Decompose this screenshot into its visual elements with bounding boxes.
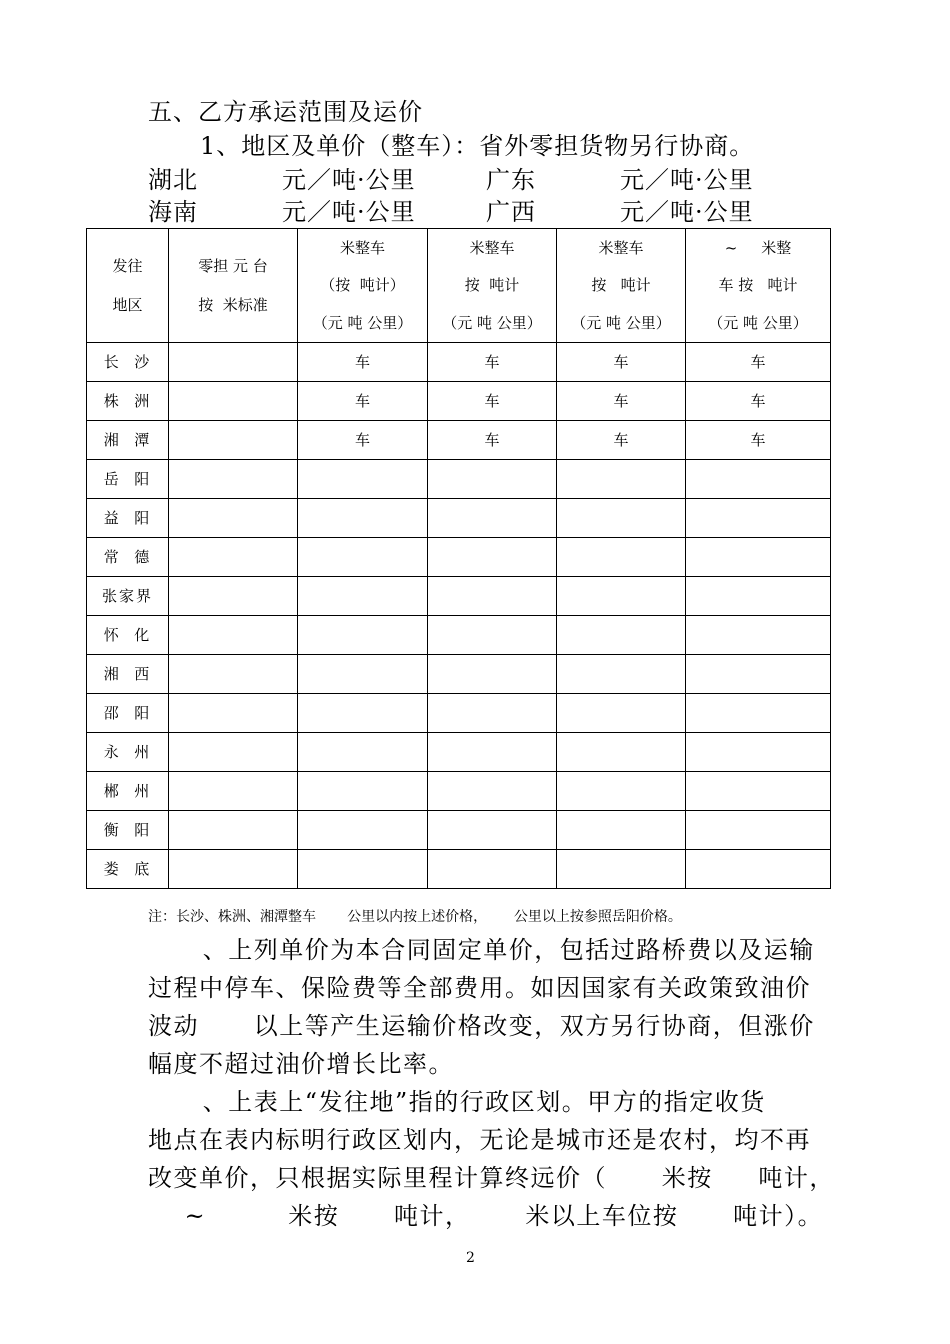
table-cell	[686, 811, 831, 850]
table-cell	[169, 772, 298, 811]
table-cell	[169, 616, 298, 655]
region-cell: 娄 底	[87, 850, 169, 889]
table-cell	[169, 499, 298, 538]
table-header-row	[87, 229, 831, 343]
table-cell	[557, 538, 686, 577]
table-cell: 车	[557, 343, 686, 382]
table-row	[87, 850, 831, 889]
table-cell	[298, 538, 428, 577]
table-cell	[428, 538, 557, 577]
region-cell: 怀 化	[87, 616, 169, 655]
freight-rate-table	[86, 228, 831, 889]
paragraph-line: 幅度不超过油价增长比率。	[148, 1050, 454, 1078]
table-cell: 车	[428, 343, 557, 382]
table-row	[87, 772, 831, 811]
table-cell	[428, 460, 557, 499]
table-cell	[169, 850, 298, 889]
table-cell	[686, 616, 831, 655]
region-cell: 长 沙	[87, 343, 169, 382]
table-cell	[169, 577, 298, 616]
table-cell	[428, 694, 557, 733]
table-cell	[298, 850, 428, 889]
rate-province: 湖北	[148, 166, 198, 194]
section-subheading: 1、地区及单价（整车）：省外零担货物另行协商。	[200, 132, 755, 160]
paragraph-line: 、上列单价为本合同固定单价，包括过路桥费以及运输	[148, 936, 815, 964]
table-cell	[169, 382, 298, 421]
rate-province: 广西	[486, 198, 536, 226]
table-cell	[557, 577, 686, 616]
table-cell	[428, 616, 557, 655]
region-cell: 湘 西	[87, 655, 169, 694]
table-cell	[169, 538, 298, 577]
table-row	[87, 421, 831, 460]
table-cell	[298, 811, 428, 850]
table-row	[87, 655, 831, 694]
table-cell	[557, 733, 686, 772]
table-cell	[298, 733, 428, 772]
table-cell	[298, 577, 428, 616]
table-cell	[298, 694, 428, 733]
header-truck-4: ~ 米整 车 按 吨计 （元 吨 公里）	[686, 229, 831, 343]
region-cell: 岳 阳	[87, 460, 169, 499]
table-row	[87, 343, 831, 382]
table-cell	[686, 694, 831, 733]
table-note: 注：长沙、株洲、湘潭整车 公里以内按上述价格， 公里以上按参照岳阳价格。	[148, 909, 682, 925]
table-cell: 车	[428, 421, 557, 460]
header-ltl: 零担 元 台 按 米标准	[169, 229, 298, 343]
section-heading: 五、乙方承运范围及运价	[148, 98, 423, 126]
table-cell: 车	[557, 421, 686, 460]
region-cell: 邵 阳	[87, 694, 169, 733]
table-cell	[557, 694, 686, 733]
table-cell	[298, 460, 428, 499]
table-cell: 车	[298, 343, 428, 382]
table-cell	[169, 811, 298, 850]
table-row	[87, 460, 831, 499]
region-cell: 郴 州	[87, 772, 169, 811]
table-cell	[686, 538, 831, 577]
table-cell: 车	[686, 382, 831, 421]
table-cell: 车	[428, 382, 557, 421]
table-cell	[686, 460, 831, 499]
table-cell	[557, 655, 686, 694]
table-cell	[686, 655, 831, 694]
table-cell	[686, 772, 831, 811]
table-cell	[169, 733, 298, 772]
table-cell: 车	[298, 382, 428, 421]
table-row	[87, 577, 831, 616]
table-cell: 车	[557, 382, 686, 421]
table-cell	[557, 772, 686, 811]
table-cell	[428, 577, 557, 616]
table-cell	[169, 694, 298, 733]
table-row	[87, 733, 831, 772]
paragraph-line: 过程中停车、保险费等全部费用。如因国家有关政策致油价	[148, 974, 811, 1002]
table-cell	[169, 421, 298, 460]
table-cell	[686, 733, 831, 772]
table-cell: 车	[686, 421, 831, 460]
table-cell	[169, 343, 298, 382]
table-row	[87, 694, 831, 733]
table-body	[87, 343, 831, 889]
table-cell	[557, 460, 686, 499]
rate-unit: 元／吨·公里	[282, 198, 416, 226]
rate-unit: 元／吨·公里	[620, 166, 754, 194]
table-cell	[428, 811, 557, 850]
table-cell	[169, 460, 298, 499]
table-cell	[298, 616, 428, 655]
region-cell: 益 阳	[87, 499, 169, 538]
table-cell	[557, 499, 686, 538]
header-truck-2: 米整车 按 吨计 （元 吨 公里）	[428, 229, 557, 343]
paragraph-line: 、上表上“发往地”指的行政区划。甲方的指定收货	[148, 1088, 766, 1116]
table-row	[87, 811, 831, 850]
region-cell: 张家界	[87, 577, 169, 616]
table-cell	[298, 499, 428, 538]
table-cell	[428, 499, 557, 538]
header-destination: 发往 地区	[87, 229, 169, 343]
paragraph-line: 改变单价，只根据实际里程计算终远价（ 米按 吨计，	[148, 1164, 835, 1192]
table-cell	[428, 733, 557, 772]
table-cell	[686, 577, 831, 616]
region-cell: 衡 阳	[87, 811, 169, 850]
page-number: 2	[466, 1250, 475, 1266]
table-cell	[428, 772, 557, 811]
table-cell	[686, 850, 831, 889]
paragraph-line: 波动 以上等产生运输价格改变，双方另行协商，但涨价	[148, 1012, 815, 1040]
region-cell: 常 德	[87, 538, 169, 577]
table-row	[87, 538, 831, 577]
header-truck-1: 米整车 （按 吨计） （元 吨 公里）	[298, 229, 428, 343]
region-cell: 湘 潭	[87, 421, 169, 460]
table-cell	[298, 772, 428, 811]
table-cell	[428, 850, 557, 889]
table-cell: 车	[298, 421, 428, 460]
table-cell	[298, 655, 428, 694]
table-cell: 车	[686, 343, 831, 382]
table-row	[87, 616, 831, 655]
rate-province: 海南	[148, 198, 198, 226]
rate-unit: 元／吨·公里	[282, 166, 416, 194]
table-cell	[686, 499, 831, 538]
table-cell	[557, 616, 686, 655]
paragraph-line: ~ 米按 吨计， 米以上车位按 吨计）。	[148, 1202, 824, 1230]
region-cell: 永 州	[87, 733, 169, 772]
header-truck-3: 米整车 按 吨计 （元 吨 公里）	[557, 229, 686, 343]
table-cell	[557, 850, 686, 889]
table-row	[87, 499, 831, 538]
table-cell	[557, 811, 686, 850]
region-cell: 株 洲	[87, 382, 169, 421]
table-cell	[428, 655, 557, 694]
paragraph-line: 地点在表内标明行政区划内，无论是城市还是农村，均不再	[148, 1126, 811, 1154]
rate-unit: 元／吨·公里	[620, 198, 754, 226]
table-cell	[169, 655, 298, 694]
rate-province: 广东	[486, 166, 536, 194]
table-row	[87, 382, 831, 421]
